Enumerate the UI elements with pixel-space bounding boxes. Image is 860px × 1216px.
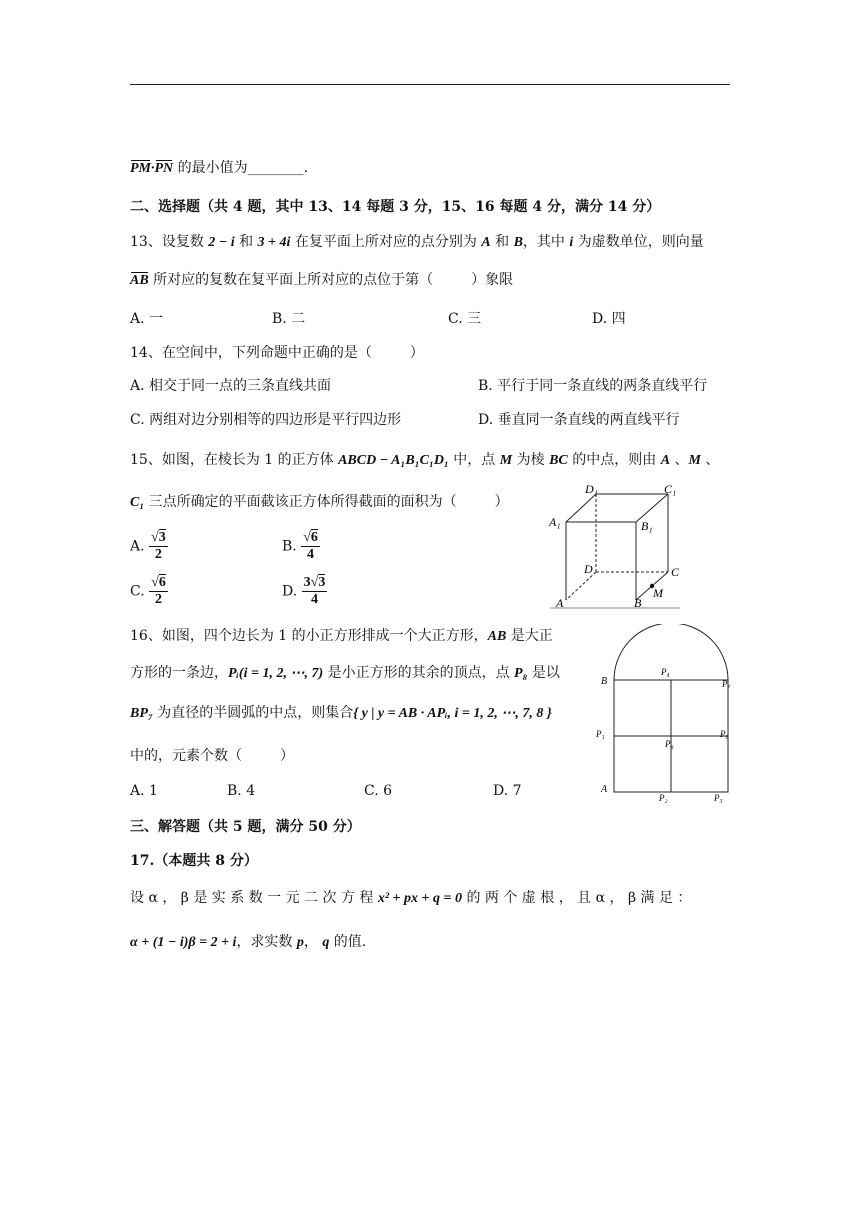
q17-title: 17.（本题共 8 分） xyxy=(130,853,258,869)
q14-option-b[interactable]: B. 平行于同一条直线的两条直线平行 xyxy=(478,378,708,394)
section-3-heading: 三、解答题（共 5 题，满分 50 分） xyxy=(130,819,361,835)
label-d1: D₁ xyxy=(585,482,598,496)
label-a: A xyxy=(556,596,564,610)
vector-pm: PM xyxy=(130,159,151,179)
label-p1: P₁ xyxy=(596,729,605,739)
q16-set: { y | y = AB · APᵢ, i = 1, 2, ⋯, 7, 8 } xyxy=(353,706,552,721)
label-b1: B₁ xyxy=(641,519,653,533)
q15-option-a[interactable]: A. $\frac{√3}{2}$ xyxy=(130,530,166,562)
label-b: B xyxy=(634,596,642,610)
label-p4: P₄ xyxy=(661,667,670,677)
q16-option-d[interactable]: D. 7 xyxy=(493,783,522,799)
q14-option-d[interactable]: D. 垂直同一条直线的两直线平行 xyxy=(478,412,680,428)
label-c1: C₁ xyxy=(664,482,677,496)
q15-option-b[interactable]: B. $\frac{√6}{4}$ xyxy=(282,530,318,562)
label-c: C xyxy=(671,565,680,579)
label-p2: P₂ xyxy=(659,793,668,803)
q16-option-a[interactable]: A. 1 xyxy=(130,783,158,799)
q13-expr1: 2 − i xyxy=(208,235,235,250)
section-2-heading: 二、选择题（共 4 题，其中 13、14 每题 3 分，15、16 每题 4 分，满分 14 分） xyxy=(130,199,661,215)
q13-option-d[interactable]: D. 四 xyxy=(592,311,626,327)
label-p8: P₈ xyxy=(665,739,674,749)
q16-option-b[interactable]: B. 4 xyxy=(227,783,256,799)
q15-stem-line2: C₁ 三点所确定的平面截该正方体所得截面的面积为（ ） xyxy=(130,494,509,510)
vector-pn: PN xyxy=(155,159,174,179)
q16-option-c[interactable]: C. 6 xyxy=(364,783,393,799)
q15-option-d[interactable]: D. $\frac{3√3}{4}$ xyxy=(282,575,326,607)
q14-option-c[interactable]: C. 两组对边分别相等的四边形是平行四边形 xyxy=(130,412,402,428)
label-p3: P₃ xyxy=(714,793,723,803)
q16-stem-line4: 中的，元素个数（ ） xyxy=(130,748,294,764)
dot-operator: · xyxy=(151,161,155,176)
q14-option-a[interactable]: A. 相交于同一点的三条直线共面 xyxy=(130,378,332,394)
q15-option-c[interactable]: C. $\frac{√6}{2}$ xyxy=(130,575,166,607)
label-a: A xyxy=(601,784,608,795)
carry-text: 的最小值为________. xyxy=(177,160,309,176)
label-b: B xyxy=(601,676,608,687)
q13-option-c[interactable]: C. 三 xyxy=(448,311,482,327)
q16-stem-line1: 16、如图，四个边长为 1 的小正方形排成一个大正方形，AB 是大正 xyxy=(130,628,553,644)
q14-stem: 14、在空间中，下列命题中正确的是（ ） xyxy=(130,345,424,361)
q17-equation: x² + px + q = 0 xyxy=(377,891,462,906)
label-d: D xyxy=(584,562,593,576)
label-p7: P₇ xyxy=(722,679,731,689)
carry-line xyxy=(130,158,308,179)
label-p6: P₆ xyxy=(720,729,729,739)
q13-option-a[interactable]: A. 一 xyxy=(130,311,164,327)
q13-option-b[interactable]: B. 二 xyxy=(272,311,306,327)
header-rule xyxy=(130,84,730,85)
q16-stem-line3: BP₇ 为直径的半圆弧的中点，则集合{ y | y = AB · APᵢ, i = 1, 2, ⋯, 7, 8 } xyxy=(130,705,552,721)
q17-stem-line1: 设 α ， β 是 实 系 数 一 元 二 次 方 程 x² + px + q = 0 的 两 个 虚 根 ， 且 α ， β 满 足 ： xyxy=(130,890,692,906)
vector-ab: AB xyxy=(130,271,149,291)
label-a1: A₁ xyxy=(549,515,561,529)
q13-expr2: 3 + 4i xyxy=(257,235,291,250)
label-m: M xyxy=(653,586,663,600)
q13-stem-line1: 13、设复数 2 − i 和 3 + 4i 在复平面上所对应的点分别为 A 和 B，其中 i 为虚数单位，则向量 xyxy=(130,234,704,250)
squares-figure xyxy=(594,624,744,806)
q13-stem-line2: AB 所对应的复数在复平面上所对应的点位于第（ ）象限 xyxy=(130,270,513,291)
q15-cube-name: ABCD − A₁B₁C₁D₁ xyxy=(338,453,449,468)
cube-figure xyxy=(540,480,690,615)
q17-stem-line2: α + (1 − i)β = 2 + i，求实数 p， q 的值. xyxy=(130,934,367,950)
q15-stem-line1: 15、如图，在棱长为 1 的正方体 ABCD − A₁B₁C₁D₁ 中，点 M 为棱 BC 的中点，则由 A 、M 、 xyxy=(130,452,720,468)
q17-condition: α + (1 − i)β = 2 + i xyxy=(130,935,237,950)
q16-stem-line2: 方形的一条边，Pᵢ(i = 1, 2, ⋯, 7) 是小正方形的其余的顶点，点 P₈ 是以 xyxy=(130,665,560,681)
